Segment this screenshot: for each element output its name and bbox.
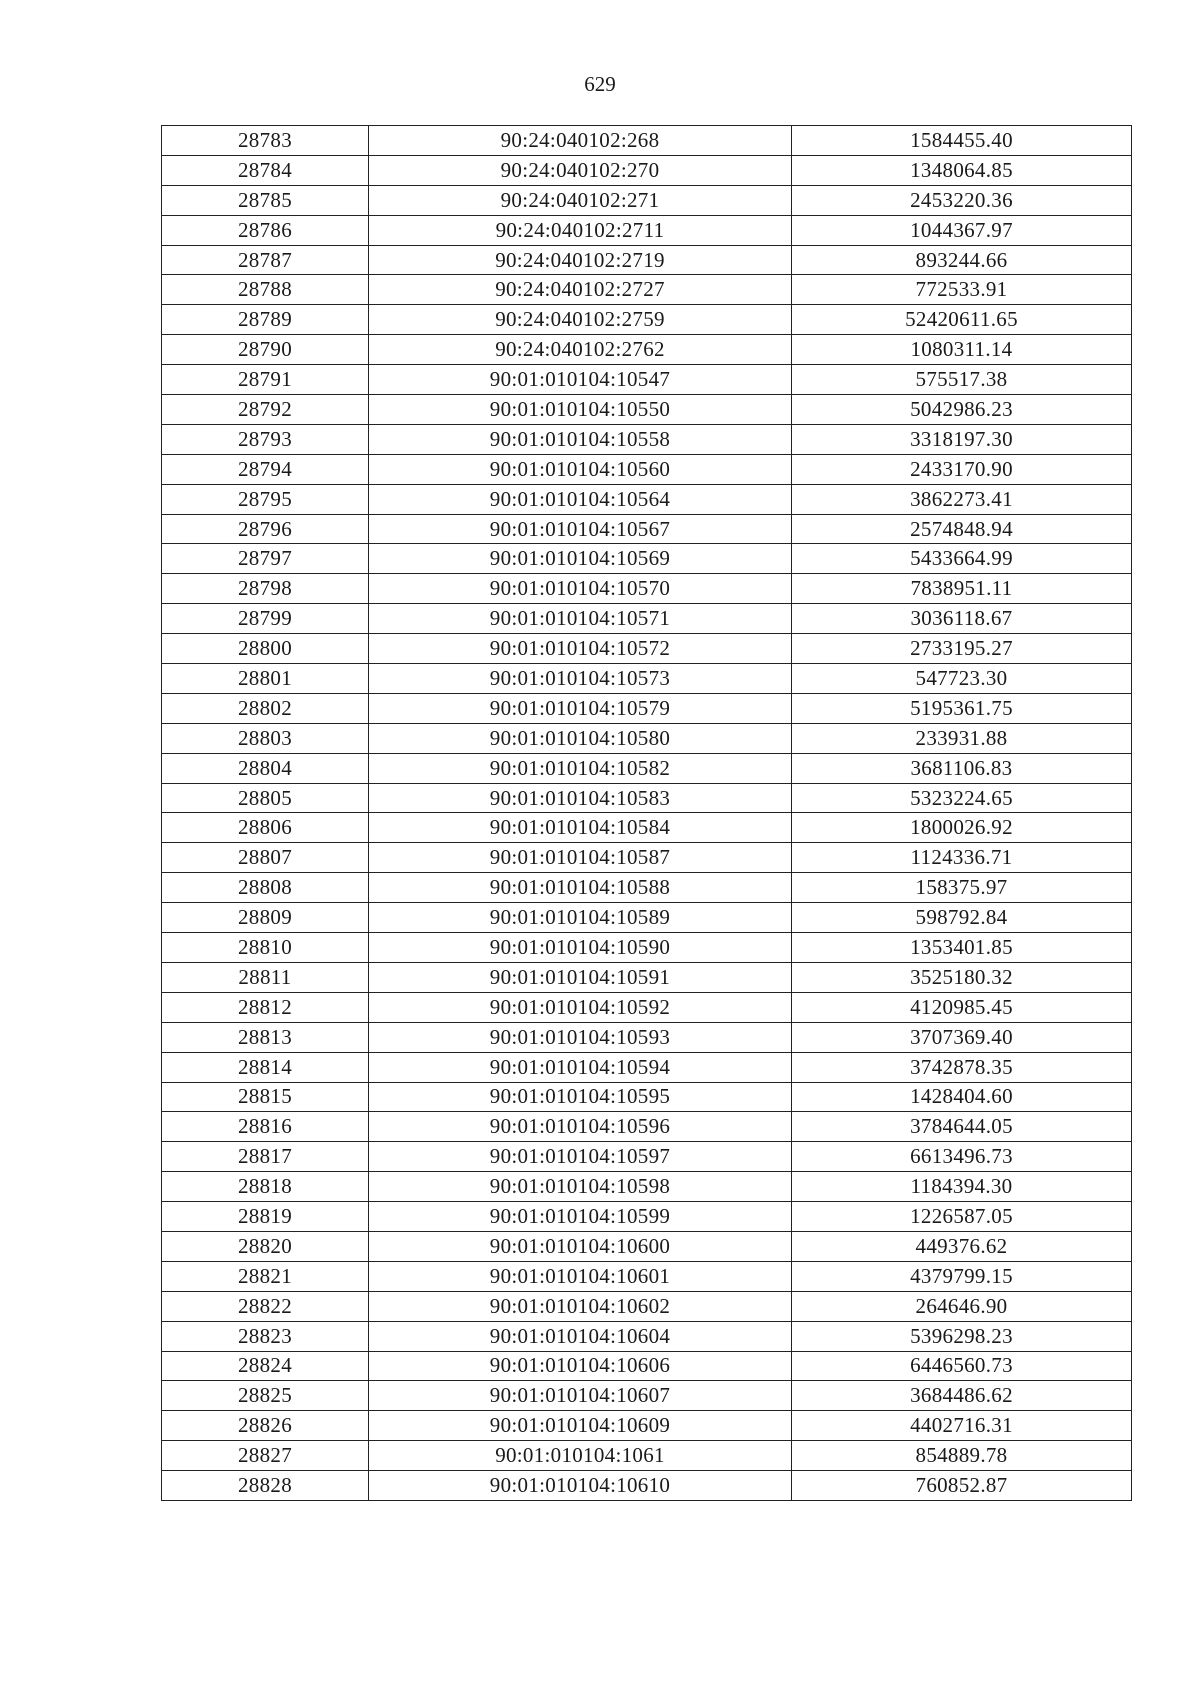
row-number-cell: 28828	[162, 1471, 369, 1501]
cadastral-value-cell: 4120985.45	[792, 992, 1132, 1022]
cadastral-value-cell: 4379799.15	[792, 1261, 1132, 1291]
row-number-cell: 28816	[162, 1112, 369, 1142]
table-row	[162, 1411, 1132, 1441]
row-number-cell: 28825	[162, 1381, 369, 1411]
cadastral-number-cell: 90:01:010104:10558	[369, 424, 792, 454]
cadastral-value-cell: 1044367.97	[792, 215, 1132, 245]
row-number-cell: 28810	[162, 933, 369, 963]
row-number-cell: 28798	[162, 574, 369, 604]
row-number-cell: 28785	[162, 185, 369, 215]
cadastral-number-cell: 90:01:010104:10591	[369, 962, 792, 992]
cadastral-value-cell: 3525180.32	[792, 962, 1132, 992]
cadastral-value-cell: 760852.87	[792, 1471, 1132, 1501]
cadastral-number-cell: 90:01:010104:10598	[369, 1172, 792, 1202]
row-number-cell: 28793	[162, 424, 369, 454]
page-number: 629	[584, 72, 616, 96]
table-row	[162, 723, 1132, 753]
row-number-cell: 28802	[162, 693, 369, 723]
cadastral-value-cell: 4402716.31	[792, 1411, 1132, 1441]
table-row	[162, 1381, 1132, 1411]
row-number-cell: 28800	[162, 634, 369, 664]
cadastral-value-cell: 2574848.94	[792, 514, 1132, 544]
cadastral-value-cell: 5323224.65	[792, 783, 1132, 813]
row-number-cell: 28814	[162, 1052, 369, 1082]
cadastral-value-cell: 2453220.36	[792, 185, 1132, 215]
table-row	[162, 634, 1132, 664]
row-number-cell: 28799	[162, 604, 369, 634]
table-row	[162, 365, 1132, 395]
table-row	[162, 1052, 1132, 1082]
table-row	[162, 1441, 1132, 1471]
cadastral-number-cell: 90:01:010104:10571	[369, 604, 792, 634]
cadastral-value-cell: 5195361.75	[792, 693, 1132, 723]
cadastral-number-cell: 90:01:010104:10607	[369, 1381, 792, 1411]
cadastral-number-cell: 90:01:010104:10597	[369, 1142, 792, 1172]
row-number-cell: 28818	[162, 1172, 369, 1202]
row-number-cell: 28822	[162, 1291, 369, 1321]
table-row	[162, 1261, 1132, 1291]
row-number-cell: 28803	[162, 723, 369, 753]
cadastral-value-cell: 6446560.73	[792, 1351, 1132, 1381]
row-number-cell: 28796	[162, 514, 369, 544]
table-row	[162, 1202, 1132, 1232]
table-row	[162, 395, 1132, 425]
row-number-cell: 28787	[162, 245, 369, 275]
row-number-cell: 28815	[162, 1082, 369, 1112]
cadastral-number-cell: 90:24:040102:2727	[369, 275, 792, 305]
cadastral-value-cell: 3784644.05	[792, 1112, 1132, 1142]
table-row	[162, 1112, 1132, 1142]
cadastral-number-cell: 90:01:010104:10547	[369, 365, 792, 395]
row-number-cell: 28790	[162, 335, 369, 365]
cadastral-value-cell: 5042986.23	[792, 395, 1132, 425]
table-row	[162, 335, 1132, 365]
cadastral-number-cell: 90:24:040102:2719	[369, 245, 792, 275]
cadastral-number-cell: 90:01:010104:10570	[369, 574, 792, 604]
row-number-cell: 28827	[162, 1441, 369, 1471]
cadastral-value-cell: 7838951.11	[792, 574, 1132, 604]
table-row	[162, 1172, 1132, 1202]
cadastral-number-cell: 90:24:040102:2711	[369, 215, 792, 245]
cadastral-number-cell: 90:01:010104:10550	[369, 395, 792, 425]
cadastral-value-cell: 854889.78	[792, 1441, 1132, 1471]
cadastral-value-cell: 3681106.83	[792, 753, 1132, 783]
cadastral-number-cell: 90:24:040102:270	[369, 155, 792, 185]
cadastral-value-cell: 158375.97	[792, 873, 1132, 903]
cadastral-value-cell: 3036118.67	[792, 604, 1132, 634]
row-number-cell: 28809	[162, 903, 369, 933]
cadastral-number-cell: 90:01:010104:10595	[369, 1082, 792, 1112]
table-row	[162, 155, 1132, 185]
cadastral-number-cell: 90:01:010104:10588	[369, 873, 792, 903]
table-row	[162, 185, 1132, 215]
table-row	[162, 813, 1132, 843]
cadastral-value-cell: 233931.88	[792, 723, 1132, 753]
cadastral-number-cell: 90:01:010104:10609	[369, 1411, 792, 1441]
table-row	[162, 1142, 1132, 1172]
cadastral-number-cell: 90:01:010104:10589	[369, 903, 792, 933]
row-number-cell: 28783	[162, 126, 369, 156]
cadastral-number-cell: 90:01:010104:10567	[369, 514, 792, 544]
table-row	[162, 604, 1132, 634]
cadastral-value-cell: 52420611.65	[792, 305, 1132, 335]
cadastral-value-cell: 2733195.27	[792, 634, 1132, 664]
cadastral-number-cell: 90:01:010104:10582	[369, 753, 792, 783]
cadastral-number-cell: 90:24:040102:2759	[369, 305, 792, 335]
row-number-cell: 28824	[162, 1351, 369, 1381]
table-row	[162, 1291, 1132, 1321]
table-row	[162, 1471, 1132, 1501]
cadastral-value-table	[161, 125, 1132, 1501]
row-number-cell: 28820	[162, 1231, 369, 1261]
cadastral-number-cell: 90:01:010104:10579	[369, 693, 792, 723]
row-number-cell: 28805	[162, 783, 369, 813]
cadastral-value-cell: 1184394.30	[792, 1172, 1132, 1202]
table-row	[162, 454, 1132, 484]
table-row	[162, 843, 1132, 873]
cadastral-number-cell: 90:01:010104:10583	[369, 783, 792, 813]
table-row	[162, 1082, 1132, 1112]
table-row	[162, 783, 1132, 813]
row-number-cell: 28791	[162, 365, 369, 395]
row-number-cell: 28789	[162, 305, 369, 335]
cadastral-value-cell: 575517.38	[792, 365, 1132, 395]
cadastral-value-cell: 3862273.41	[792, 484, 1132, 514]
cadastral-value-cell: 3707369.40	[792, 1022, 1132, 1052]
cadastral-value-cell: 264646.90	[792, 1291, 1132, 1321]
cadastral-number-cell: 90:01:010104:10600	[369, 1231, 792, 1261]
cadastral-value-cell: 3318197.30	[792, 424, 1132, 454]
cadastral-value-cell: 772533.91	[792, 275, 1132, 305]
cadastral-value-cell: 1348064.85	[792, 155, 1132, 185]
cadastral-number-cell: 90:01:010104:10590	[369, 933, 792, 963]
table-row	[162, 933, 1132, 963]
row-number-cell: 28792	[162, 395, 369, 425]
cadastral-value-cell: 449376.62	[792, 1231, 1132, 1261]
table-row	[162, 1022, 1132, 1052]
row-number-cell: 28795	[162, 484, 369, 514]
table-row	[162, 424, 1132, 454]
cadastral-value-cell: 598792.84	[792, 903, 1132, 933]
cadastral-value-cell: 5396298.23	[792, 1321, 1132, 1351]
cadastral-value-cell: 5433664.99	[792, 544, 1132, 574]
cadastral-value-cell: 3684486.62	[792, 1381, 1132, 1411]
row-number-cell: 28821	[162, 1261, 369, 1291]
cadastral-value-cell: 547723.30	[792, 664, 1132, 694]
cadastral-number-cell: 90:01:010104:10599	[369, 1202, 792, 1232]
cadastral-number-cell: 90:01:010104:10596	[369, 1112, 792, 1142]
cadastral-value-cell: 6613496.73	[792, 1142, 1132, 1172]
row-number-cell: 28812	[162, 992, 369, 1022]
row-number-cell: 28823	[162, 1321, 369, 1351]
row-number-cell: 28804	[162, 753, 369, 783]
cadastral-number-cell: 90:01:010104:10569	[369, 544, 792, 574]
cadastral-value-cell: 1353401.85	[792, 933, 1132, 963]
table-row	[162, 1231, 1132, 1261]
cadastral-number-cell: 90:01:010104:10584	[369, 813, 792, 843]
row-number-cell: 28784	[162, 155, 369, 185]
row-number-cell: 28806	[162, 813, 369, 843]
cadastral-number-cell: 90:01:010104:10610	[369, 1471, 792, 1501]
table-row	[162, 215, 1132, 245]
cadastral-number-cell: 90:01:010104:10560	[369, 454, 792, 484]
cadastral-number-cell: 90:01:010104:10602	[369, 1291, 792, 1321]
cadastral-value-cell: 3742878.35	[792, 1052, 1132, 1082]
row-number-cell: 28808	[162, 873, 369, 903]
table-row	[162, 903, 1132, 933]
table-row	[162, 574, 1132, 604]
table-row	[162, 992, 1132, 1022]
table-row	[162, 126, 1132, 156]
table-row	[162, 664, 1132, 694]
cadastral-value-cell: 1584455.40	[792, 126, 1132, 156]
row-number-cell: 28797	[162, 544, 369, 574]
table-row	[162, 693, 1132, 723]
cadastral-number-cell: 90:01:010104:10564	[369, 484, 792, 514]
cadastral-number-cell: 90:01:010104:10573	[369, 664, 792, 694]
cadastral-value-cell: 1080311.14	[792, 335, 1132, 365]
row-number-cell: 28813	[162, 1022, 369, 1052]
row-number-cell: 28786	[162, 215, 369, 245]
cadastral-number-cell: 90:24:040102:271	[369, 185, 792, 215]
table-row	[162, 1351, 1132, 1381]
table-row	[162, 1321, 1132, 1351]
cadastral-number-cell: 90:24:040102:268	[369, 126, 792, 156]
cadastral-value-cell: 1428404.60	[792, 1082, 1132, 1112]
cadastral-number-cell: 90:01:010104:10592	[369, 992, 792, 1022]
table-row	[162, 484, 1132, 514]
cadastral-number-cell: 90:24:040102:2762	[369, 335, 792, 365]
table-row	[162, 753, 1132, 783]
cadastral-number-cell: 90:01:010104:10587	[369, 843, 792, 873]
row-number-cell: 28819	[162, 1202, 369, 1232]
cadastral-number-cell: 90:01:010104:10601	[369, 1261, 792, 1291]
cadastral-value-cell: 1124336.71	[792, 843, 1132, 873]
table-row	[162, 873, 1132, 903]
row-number-cell: 28788	[162, 275, 369, 305]
cadastral-number-cell: 90:01:010104:10606	[369, 1351, 792, 1381]
cadastral-number-cell: 90:01:010104:10580	[369, 723, 792, 753]
row-number-cell: 28801	[162, 664, 369, 694]
cadastral-value-cell: 1226587.05	[792, 1202, 1132, 1232]
row-number-cell: 28807	[162, 843, 369, 873]
row-number-cell: 28817	[162, 1142, 369, 1172]
cadastral-value-cell: 2433170.90	[792, 454, 1132, 484]
cadastral-number-cell: 90:01:010104:10593	[369, 1022, 792, 1052]
table-row	[162, 544, 1132, 574]
cadastral-number-cell: 90:01:010104:1061	[369, 1441, 792, 1471]
cadastral-number-cell: 90:01:010104:10594	[369, 1052, 792, 1082]
table-row	[162, 275, 1132, 305]
table-row	[162, 305, 1132, 335]
cadastral-value-cell: 893244.66	[792, 245, 1132, 275]
cadastral-number-cell: 90:01:010104:10572	[369, 634, 792, 664]
row-number-cell: 28826	[162, 1411, 369, 1441]
row-number-cell: 28811	[162, 962, 369, 992]
table-body	[162, 126, 1132, 1501]
cadastral-value-cell: 1800026.92	[792, 813, 1132, 843]
table-row	[162, 962, 1132, 992]
cadastral-number-cell: 90:01:010104:10604	[369, 1321, 792, 1351]
table-row	[162, 245, 1132, 275]
table-row	[162, 514, 1132, 544]
row-number-cell: 28794	[162, 454, 369, 484]
